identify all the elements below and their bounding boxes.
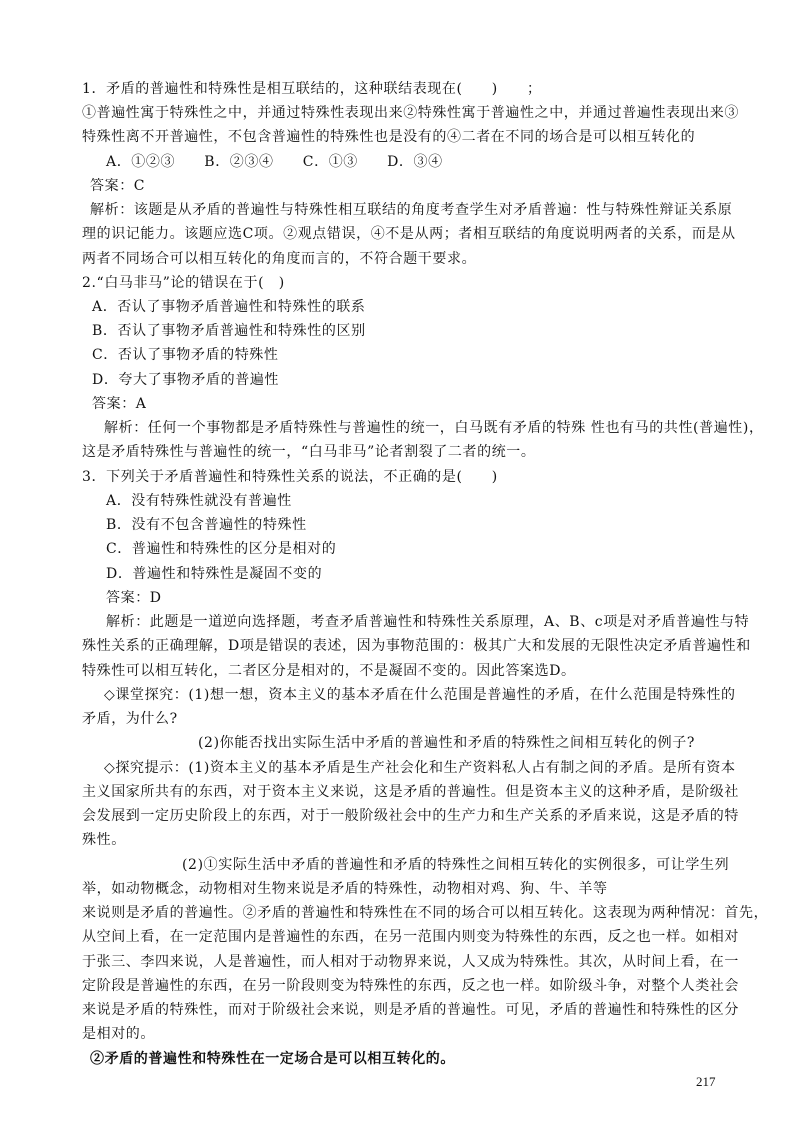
q2-option-a: A．否认了事物矛盾普遍性和特殊性的联系 (92, 299, 366, 315)
hint-paragraph: 是相对的。 (82, 1026, 155, 1042)
hint-paragraph: 主义国家所共有的东西，对于资本主义来说，这是矛盾的普遍性。但是资本主义的这种矛盾，是阶级社 (82, 784, 739, 800)
q3-answer: 答案：D (106, 590, 162, 606)
section-heading: ②矛盾的普遍性和特殊性在一定场合是可以相互转化的。 (90, 1051, 455, 1067)
q3-analysis: 殊性关系的正确理解，D项是错误的表述，因为事物范围的：极其广大和发展的无限性决定矛盾普遍性和 (82, 638, 751, 654)
inquiry-question: ◇课堂探究：(1)想一想，资本主义的基本矛盾在什么范围是普遍性的矛盾，在什么范围是特殊性的 (104, 687, 736, 703)
hint-paragraph: 来说则是矛盾的普遍性。②矛盾的普遍性和特殊性在不同的场合可以相互转化。这表现为两种情况：首先， (82, 905, 769, 921)
hint-paragraph: (2)①实际生活中矛盾的普遍性和矛盾的特殊性之间相互转化的实例很多，可让学生列 (182, 857, 730, 873)
q3-option-d: D．普遍性和特殊性是凝固不变的 (106, 566, 323, 582)
q2-option-d: D．夸大了事物矛盾的普遍性 (92, 372, 280, 388)
hint-paragraph: 从空间上看，在一定范围内是普遍性的东西，在另一范围内则变为特殊性的东西，反之也一样。如相对 (82, 929, 739, 945)
q3-analysis: 解析：此题是一道逆向选择题，考查矛盾普遍性和特殊性关系原理，A、B、c项是对矛盾普遍性与特 (106, 614, 750, 630)
q3-analysis: 特殊性可以相互转化，二者区分是相对的，不是凝固不变的。因此答案选D。 (82, 663, 576, 679)
q3-option-b: B．没有不包含普遍性的特殊性 (106, 517, 307, 533)
q2-answer: 答案：A (92, 396, 147, 412)
q1-analysis: 解析：该题是从矛盾的普遍性与特殊性相互联结的角度考查学生对矛盾普遍：性与特殊性辩证关系原 (90, 202, 733, 218)
hint-paragraph: 来说是矛盾的特殊性，而对于阶级社会来说，则是矛盾的普遍性。可见，矛盾的普遍性和特殊性的区分 (82, 1002, 739, 1018)
q2-stem: 2.“白马非马”论的错误在于( ) (82, 275, 285, 291)
q3-stem: 3．下列关于矛盾普遍性和特殊性关系的说法，不正确的是( ) (82, 469, 498, 485)
hint-paragraph: 殊性。 (82, 832, 126, 848)
q2-option-c: C．否认了事物矛盾的特殊性 (92, 347, 279, 363)
q1-stem: 1．矛盾的普遍性和特殊性是相互联结的，这种联结表现在( ) ； (82, 81, 542, 97)
page-number: 217 (696, 1074, 716, 1089)
q2-analysis: 解析：任何一个事物都是矛盾特殊性与普遍性的统一，白马既有矛盾的特殊 性也有马的共性(普遍性)， (104, 420, 764, 436)
inquiry-question: 矛盾，为什么? (82, 711, 178, 727)
q1-analysis: 理的识记能力。该题应选C项。②观点错误，④不是从两；者相互联结的角度说明两者的关系，而是从 (82, 226, 736, 242)
hint-paragraph: 举，如动物概念，动物相对生物来说是矛盾的特殊性，动物相对鸡、狗、牛、羊等 (82, 881, 608, 897)
q1-statements: 特殊性离不开普遍性，不包含普遍性的特殊性也是没有的④二者在不同的场合是可以相互转化的 (82, 129, 696, 145)
q2-analysis: 这是矛盾特殊性与普遍性的统一，“白马非马”论者割裂了二者的统一。 (82, 444, 536, 460)
hint-paragraph: 于张三、李四来说，人是普遍性，而人相对于动物界来说，人又成为特殊性。其次，从时间上看，在一 (82, 954, 739, 970)
inquiry-question: (2)你能否找出实际生活中矛盾的普遍性和矛盾的特殊性之间相互转化的例子? (198, 735, 695, 751)
hint-paragraph: 会发展到一定历史阶段上的东西，对于一般阶级社会中的生产力和生产关系的矛盾来说，这是矛盾的特 (82, 808, 739, 824)
hint-paragraph: ◇探究提示：(1)资本主义的基本矛盾是生产社会化和生产资料私人占有制之间的矛盾。是所有资本 (104, 760, 736, 776)
q2-option-b: B．否认了事物矛盾普遍性和特殊性的区别 (92, 323, 366, 339)
q1-analysis: 两者不同场合可以相互转化的角度而言的，不符合题干要求。 (82, 251, 477, 267)
hint-paragraph: 定阶段是普遍性的东西，在另一阶段则变为特殊性的东西，反之也一样。如阶级斗争，对整个人类社会 (82, 978, 739, 994)
q1-statements: ①普遍性寓于特殊性之中，并通过特殊性表现出来②特殊性寓于普遍性之中，并通过普遍性表现出来③ (82, 105, 739, 121)
q1-answer: 答案：C (90, 178, 146, 194)
q1-options: A．①②③ B．②③④ C．①③ D．③④ (106, 154, 443, 170)
q3-option-a: A．没有特殊性就没有普遍性 (106, 493, 292, 509)
q3-option-c: C．普遍性和特殊性的区分是相对的 (106, 541, 337, 557)
